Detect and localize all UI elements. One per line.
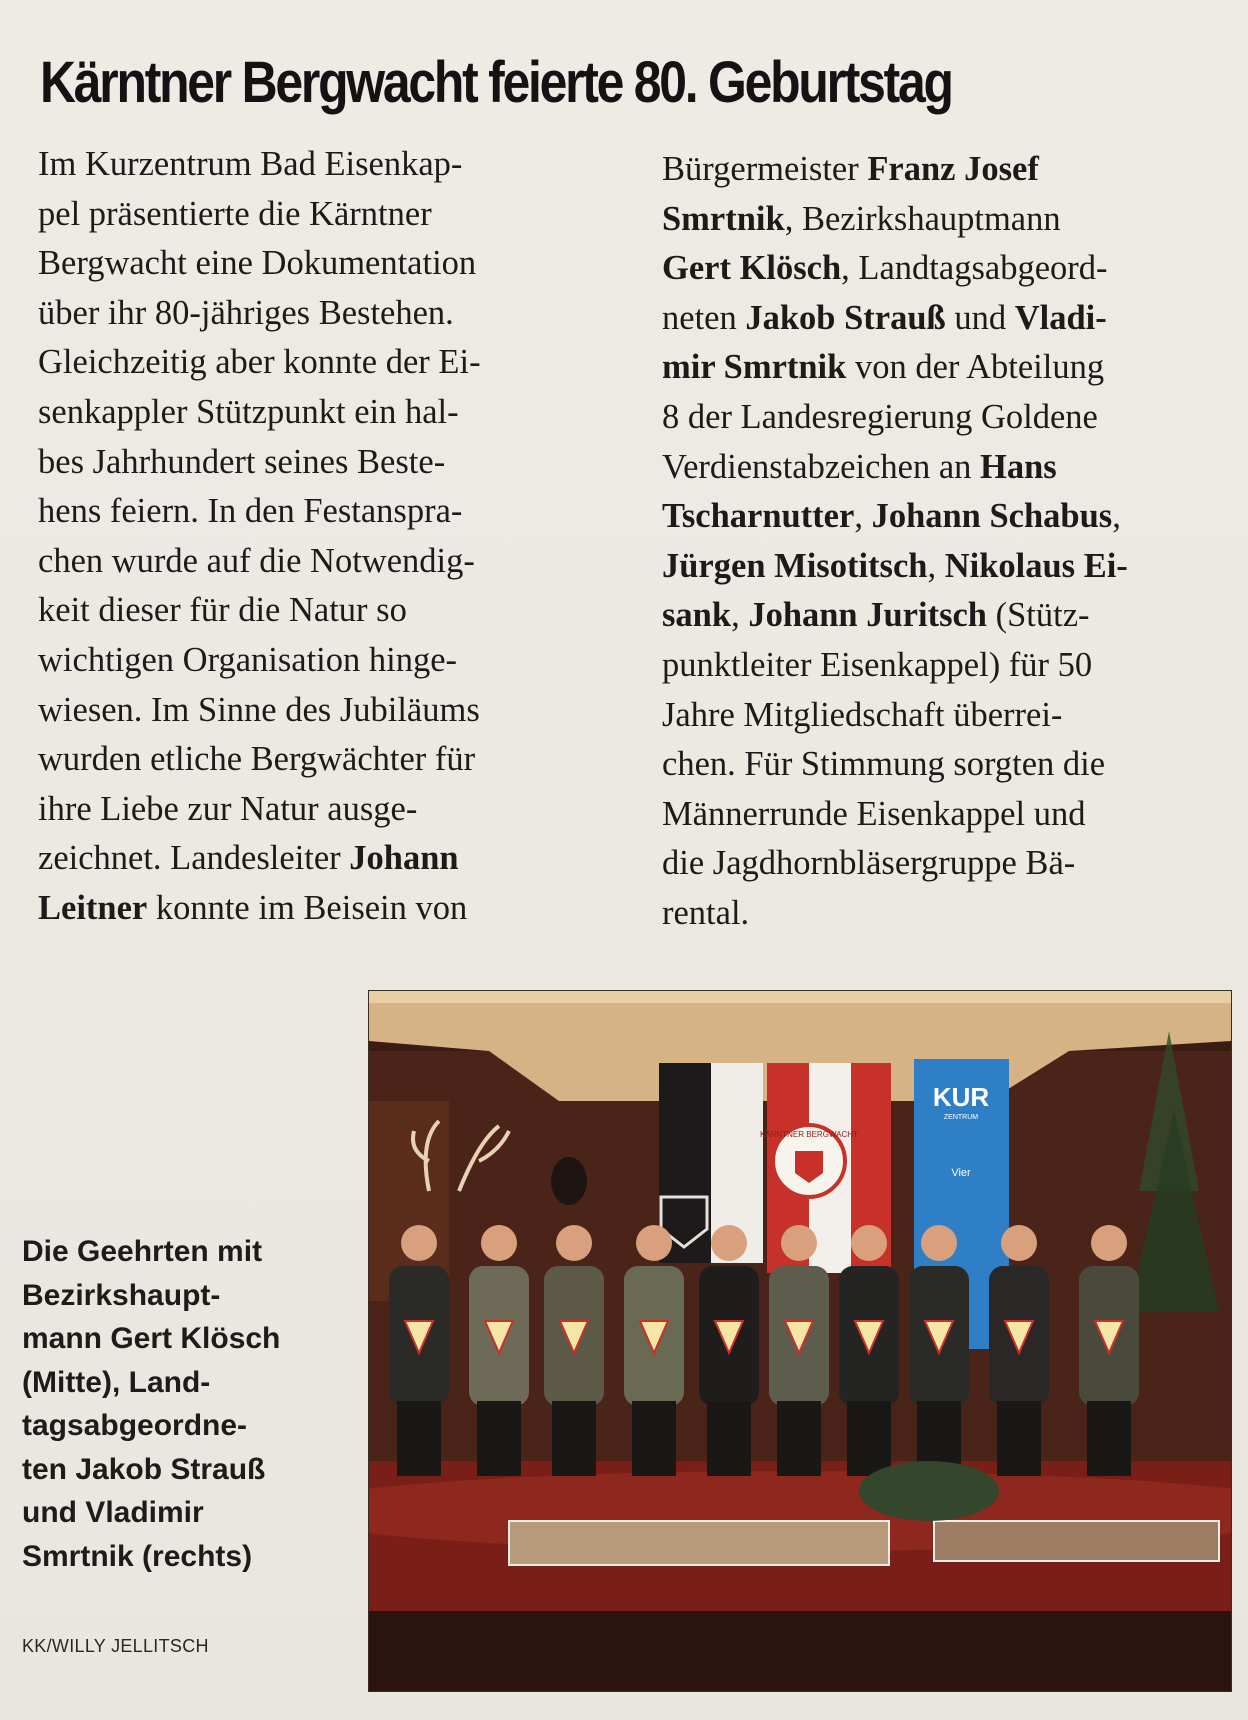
photo-illustration bbox=[369, 991, 1231, 1691]
bold-name: Hans bbox=[980, 447, 1057, 486]
text-run: , Bezirkshauptmann bbox=[784, 199, 1061, 238]
article-column-2 bbox=[662, 145, 1242, 939]
text-run: , bbox=[854, 497, 872, 536]
text-run: hens feiern. In den Festanspra- bbox=[38, 492, 463, 531]
article-line bbox=[662, 393, 1242, 443]
person-head bbox=[401, 1225, 437, 1261]
article-line bbox=[38, 487, 618, 537]
article-line bbox=[662, 740, 1242, 790]
caption-line: Smrtnik (rechts) bbox=[22, 1539, 253, 1573]
text-run: über ihr 80-jähriges Bestehen. bbox=[38, 293, 454, 332]
article-line bbox=[662, 839, 1242, 889]
text-run: konnte im Beisein von bbox=[147, 888, 468, 927]
text-run: von der Abteilung bbox=[846, 348, 1105, 387]
text-run: senkappler Stützpunkt ein hal- bbox=[38, 392, 459, 431]
bold-name: Nikolaus Ei- bbox=[944, 546, 1128, 585]
article-line bbox=[38, 686, 618, 736]
article-line bbox=[662, 591, 1242, 641]
group-photo bbox=[368, 990, 1232, 1692]
article-line bbox=[38, 438, 618, 488]
article-line bbox=[662, 294, 1242, 344]
text-run: , Landtagsabgeord- bbox=[841, 249, 1108, 288]
person-legs bbox=[477, 1401, 521, 1476]
person-head bbox=[711, 1225, 747, 1261]
display-board-left bbox=[509, 1521, 889, 1565]
person-legs bbox=[777, 1401, 821, 1476]
person-head bbox=[636, 1225, 672, 1261]
article-line bbox=[38, 388, 618, 438]
text-run: Gleichzeitig aber konnte der Ei- bbox=[38, 343, 481, 382]
emblem-label: KÄRNTNER BERGWACHT bbox=[760, 1130, 858, 1139]
text-run: Verdienstabzeichen an bbox=[662, 447, 981, 486]
text-run: Jahre Mitgliedschaft überrei- bbox=[662, 695, 1063, 734]
caption-line: (Mitte), Land- bbox=[22, 1365, 211, 1399]
bold-name: sank bbox=[662, 596, 732, 635]
bold-name: Smrtnik bbox=[662, 199, 785, 238]
article-column-1 bbox=[38, 140, 618, 934]
article-line bbox=[38, 735, 618, 785]
article-line bbox=[38, 884, 618, 934]
caption-line: Die Geehrten mit bbox=[22, 1235, 263, 1268]
text-run: zeichnet. Landesleiter bbox=[38, 839, 350, 878]
photo-caption bbox=[22, 1230, 352, 1578]
person-legs bbox=[997, 1401, 1041, 1476]
caption-line: tagsabgeordne- bbox=[22, 1409, 248, 1442]
person-head bbox=[921, 1225, 957, 1261]
article-line bbox=[38, 586, 618, 636]
article-line bbox=[38, 239, 618, 289]
text-run: Bürgermeister bbox=[662, 150, 868, 188]
article-line bbox=[38, 834, 618, 884]
text-run: , bbox=[1112, 497, 1121, 536]
person-head bbox=[851, 1225, 887, 1261]
text-run: und bbox=[945, 298, 1015, 337]
text-run: die Jagdhornbläsergruppe Bä- bbox=[662, 844, 1076, 883]
text-run: wiesen. Im Sinne des Jubiläums bbox=[38, 690, 480, 729]
text-run: Bergwacht eine Dokumentation bbox=[38, 244, 477, 283]
bold-name: Vladi- bbox=[1014, 298, 1107, 337]
bold-name: Johann Schabus bbox=[871, 497, 1113, 536]
text-run: pel präsentierte die Kärntner bbox=[38, 194, 432, 233]
person-legs bbox=[707, 1401, 751, 1476]
text-run: chen. Für Stimmung sorgten die bbox=[662, 745, 1106, 784]
text-run: (Stütz- bbox=[987, 596, 1090, 635]
text-run: Männerrunde Eisenkappel und bbox=[662, 794, 1086, 833]
person-head bbox=[556, 1225, 592, 1261]
article-line bbox=[38, 338, 618, 388]
caption-line: ten Jakob Strauß bbox=[22, 1452, 266, 1486]
article-line bbox=[38, 785, 618, 835]
article-line bbox=[38, 190, 618, 240]
article-line bbox=[662, 691, 1242, 741]
caption-line: mann Gert Klösch bbox=[22, 1322, 281, 1355]
article-line bbox=[662, 790, 1242, 840]
caption-line: Bezirkshaupt- bbox=[22, 1278, 221, 1312]
article-line bbox=[662, 889, 1242, 939]
article-line bbox=[38, 537, 618, 587]
photo-credit: KK/WILLY JELLITSCH bbox=[22, 1636, 209, 1656]
bold-name: Jakob Strauß bbox=[745, 298, 946, 337]
text-run: wurden etliche Bergwächter für bbox=[38, 740, 476, 779]
display-board-right bbox=[934, 1521, 1219, 1561]
text-run: , bbox=[731, 596, 749, 635]
caption-line: und Vladimir bbox=[22, 1496, 204, 1529]
article-line bbox=[662, 641, 1242, 691]
article-line bbox=[662, 145, 1242, 195]
person-legs bbox=[552, 1401, 596, 1476]
text-run: 8 der Landesregierung Goldene bbox=[662, 397, 1098, 436]
article-line bbox=[662, 195, 1242, 245]
greenery bbox=[859, 1461, 999, 1521]
text-run: rental. bbox=[662, 893, 750, 932]
text-run: bes Jahrhundert seines Beste- bbox=[38, 442, 446, 481]
bold-name: Franz Josef bbox=[867, 150, 1039, 188]
text-run: wichtigen Organisation hinge- bbox=[38, 640, 458, 679]
text-run: ihre Liebe zur Natur ausge- bbox=[38, 789, 418, 828]
article-headline: Kärntner Bergwacht feierte 80. Geburtstag bbox=[40, 50, 952, 115]
article-line bbox=[38, 140, 618, 190]
article-line bbox=[662, 244, 1242, 294]
article-line bbox=[662, 542, 1242, 592]
kur-banner-subtitle: ZENTRUM bbox=[943, 1114, 979, 1121]
bold-name: Johann Juritsch bbox=[748, 596, 987, 635]
text-run: chen wurde auf die Notwendig- bbox=[38, 541, 475, 580]
kur-banner-word: Vier bbox=[951, 1167, 971, 1179]
person-head bbox=[1091, 1225, 1127, 1261]
text-run: , bbox=[927, 546, 945, 585]
text-run: neten bbox=[662, 298, 746, 337]
kur-banner-title: KUR bbox=[932, 1082, 990, 1112]
article-line bbox=[662, 343, 1242, 393]
person-legs bbox=[1087, 1401, 1131, 1476]
text-run: keit dieser für die Natur so bbox=[38, 591, 407, 630]
person-legs bbox=[847, 1401, 891, 1476]
article-line bbox=[38, 636, 618, 686]
article-line bbox=[662, 492, 1242, 542]
bold-name: Tscharnutter bbox=[662, 497, 855, 536]
article-line bbox=[38, 289, 618, 339]
bold-name: mir Smrtnik bbox=[662, 348, 847, 387]
article-line bbox=[662, 443, 1242, 493]
bold-name: Gert Klösch bbox=[662, 249, 842, 288]
person-head bbox=[1001, 1225, 1037, 1261]
bold-name: Leitner bbox=[38, 888, 148, 927]
bold-name: Johann bbox=[349, 839, 459, 878]
person-head bbox=[781, 1225, 817, 1261]
person-head bbox=[481, 1225, 517, 1261]
text-run: punktleiter Eisenkappel) für 50 bbox=[662, 645, 1093, 684]
person-legs bbox=[397, 1401, 441, 1476]
text-run: Im Kurzentrum Bad Eisenkap- bbox=[38, 145, 463, 183]
person-legs bbox=[632, 1401, 676, 1476]
bold-name: Jürgen Misotitsch bbox=[662, 546, 928, 585]
